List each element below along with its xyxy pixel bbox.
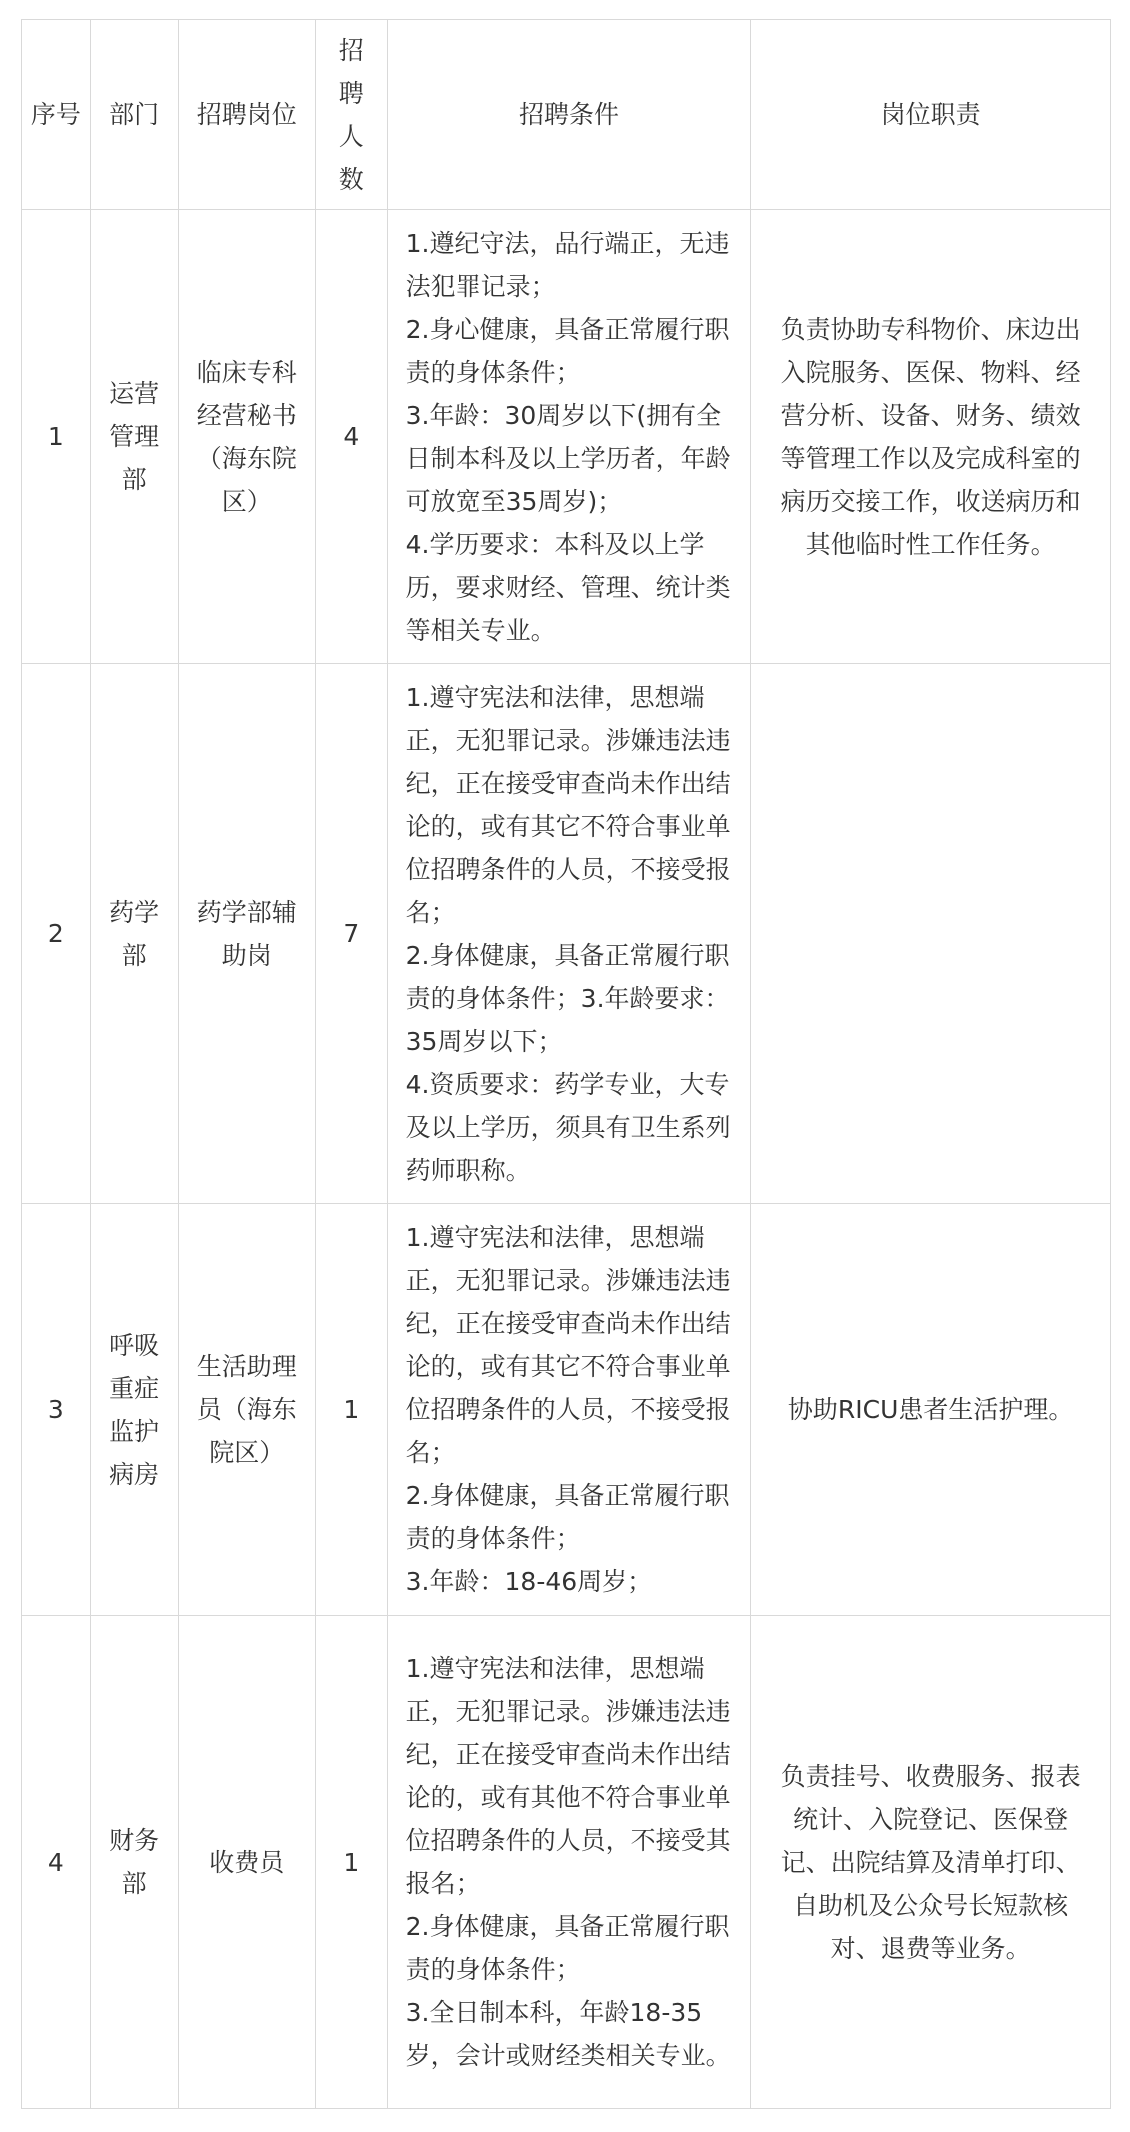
row-dept: 运营管理部: [90, 210, 178, 664]
condition-item: 1.遵守宪法和法律，思想端正，无犯罪记录。涉嫌违法违纪，正在接受审查尚未作出结论的，或有其它不符合事业单位招聘条件的人员，不接受报名；: [405, 1223, 731, 1467]
row-post: 生活助理员（海东院区）: [178, 1204, 315, 1616]
condition-item: 4.资质要求：药学专业，大专及以上学历，须具有卫生系列药师职称。: [405, 1069, 731, 1185]
table-row: [22, 210, 1111, 664]
condition-item: 3.年龄：18-46周岁；: [405, 1567, 653, 1596]
header-conditions: 招聘条件: [387, 20, 751, 210]
row-post: 临床专科经营秘书（海东院区）: [178, 210, 315, 664]
row-no: 4: [22, 1616, 91, 2109]
condition-item: 3.年龄：30周岁以下(拥有全日制本科及以上学历者，年龄可放宽至35周岁)；: [405, 400, 731, 516]
header-post: 招聘岗位: [178, 20, 315, 210]
condition-item: 2.身体健康，具备正常履行职责的身体条件；: [405, 1912, 730, 1984]
row-post: 收费员: [178, 1616, 315, 2109]
condition-item: 1.遵守宪法和法律，思想端正，无犯罪记录。涉嫌违法违纪，正在接受审查尚未作出结论的，或有其他不符合事业单位招聘条件的人员，不接受其报名；: [405, 1654, 731, 1898]
header-duties: 岗位职责: [751, 20, 1111, 210]
table-header-row: [22, 20, 1111, 210]
recruitment-table: [21, 19, 1111, 2109]
row-duties: [751, 664, 1111, 1204]
row-no: 3: [22, 1204, 91, 1616]
row-no: 1: [22, 210, 91, 664]
row-dept: 药学部: [90, 664, 178, 1204]
condition-item: 2.身体健康，具备正常履行职责的身体条件；: [405, 1481, 730, 1553]
row-dept: 财务部: [90, 1616, 178, 2109]
condition-item: 1.遵纪守法，品行端正，无违法犯罪记录；: [405, 228, 730, 301]
row-conditions: [387, 1204, 751, 1616]
header-count: 招聘人数: [315, 20, 387, 210]
row-duties: 负责挂号、收费服务、报表统计、入院登记、医保登记、出院结算及清单打印、自助机及公众号长短款核对、退费等业务。: [751, 1616, 1111, 2109]
table-row: [22, 1616, 1111, 2109]
table-row: [22, 1204, 1111, 1616]
row-duties: 协助RICU患者生活护理。: [751, 1204, 1111, 1616]
table-row: [22, 664, 1111, 1204]
row-post: 药学部辅助岗: [178, 664, 315, 1204]
condition-item: 2.身心健康，具备正常履行职责的身体条件；: [405, 314, 730, 387]
row-conditions: [387, 664, 751, 1204]
condition-item: 1.遵守宪法和法律，思想端正，无犯罪记录。涉嫌违法违纪，正在接受审查尚未作出结论的，或有其它不符合事业单位招聘条件的人员，不接受报名；: [405, 682, 731, 927]
row-count: 1: [315, 1616, 387, 2109]
row-count: 1: [315, 1204, 387, 1616]
condition-item: 2.身体健康，具备正常履行职责的身体条件；3.年龄要求：35周岁以下；: [405, 940, 730, 1056]
recruitment-table-wrapper: [21, 19, 1111, 2109]
row-count: 7: [315, 664, 387, 1204]
row-count: 4: [315, 210, 387, 664]
row-duties: 负责协助专科物价、床边出入院服务、医保、物料、经营分析、设备、财务、绩效等管理工作以及完成科室的病历交接工作，收送病历和其他临时性工作任务。: [751, 210, 1111, 664]
condition-item: 4.学历要求：本科及以上学历，要求财经、管理、统计类等相关专业。: [405, 529, 731, 645]
row-conditions: [387, 210, 751, 664]
condition-item: 3.全日制本科，年龄18-35岁，会计或财经类相关专业。: [405, 1998, 731, 2070]
header-dept: 部门: [90, 20, 178, 210]
row-no: 2: [22, 664, 91, 1204]
row-conditions: [387, 1616, 751, 2109]
header-no: 序号: [22, 20, 91, 210]
row-dept: 呼吸重症监护病房: [90, 1204, 178, 1616]
